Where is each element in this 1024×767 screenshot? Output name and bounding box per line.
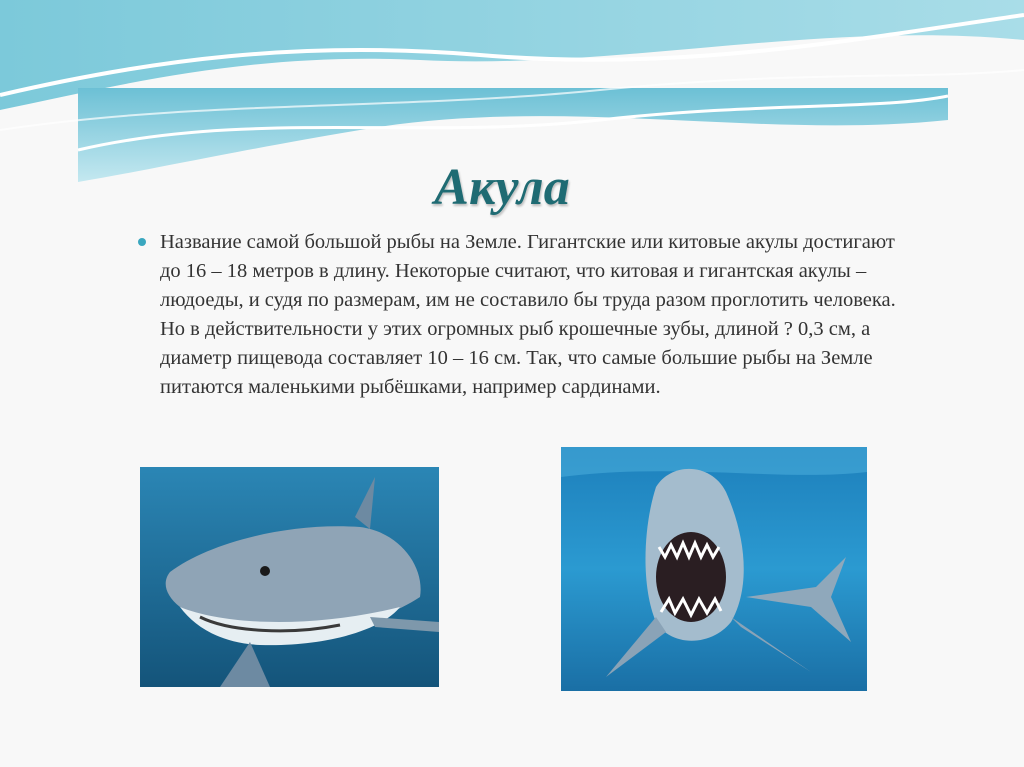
- shark-side-photo: [140, 467, 439, 687]
- shark-open-mouth-photo: [561, 447, 867, 691]
- slide-paragraph: Название самой большой рыбы на Земле. Гигантские или китовые акулы достигают до 16 – 18 метров в длину. Некоторые считают, что китовая и гигантская акулы – людоеды, и судя по размерам, им не составило бы труда разом проглотить человека. Но в действительности у этих огромных рыб крошечные зубы, длиной ? 0,3 см, а диаметр пищевода составляет 10 – 16 см. Так, что самые большие рыбы на Земле питаются маленькими рыбёшками, например сардинами.: [160, 231, 896, 398]
- slide-title: Акула: [434, 159, 570, 216]
- bullet-icon: [138, 238, 146, 246]
